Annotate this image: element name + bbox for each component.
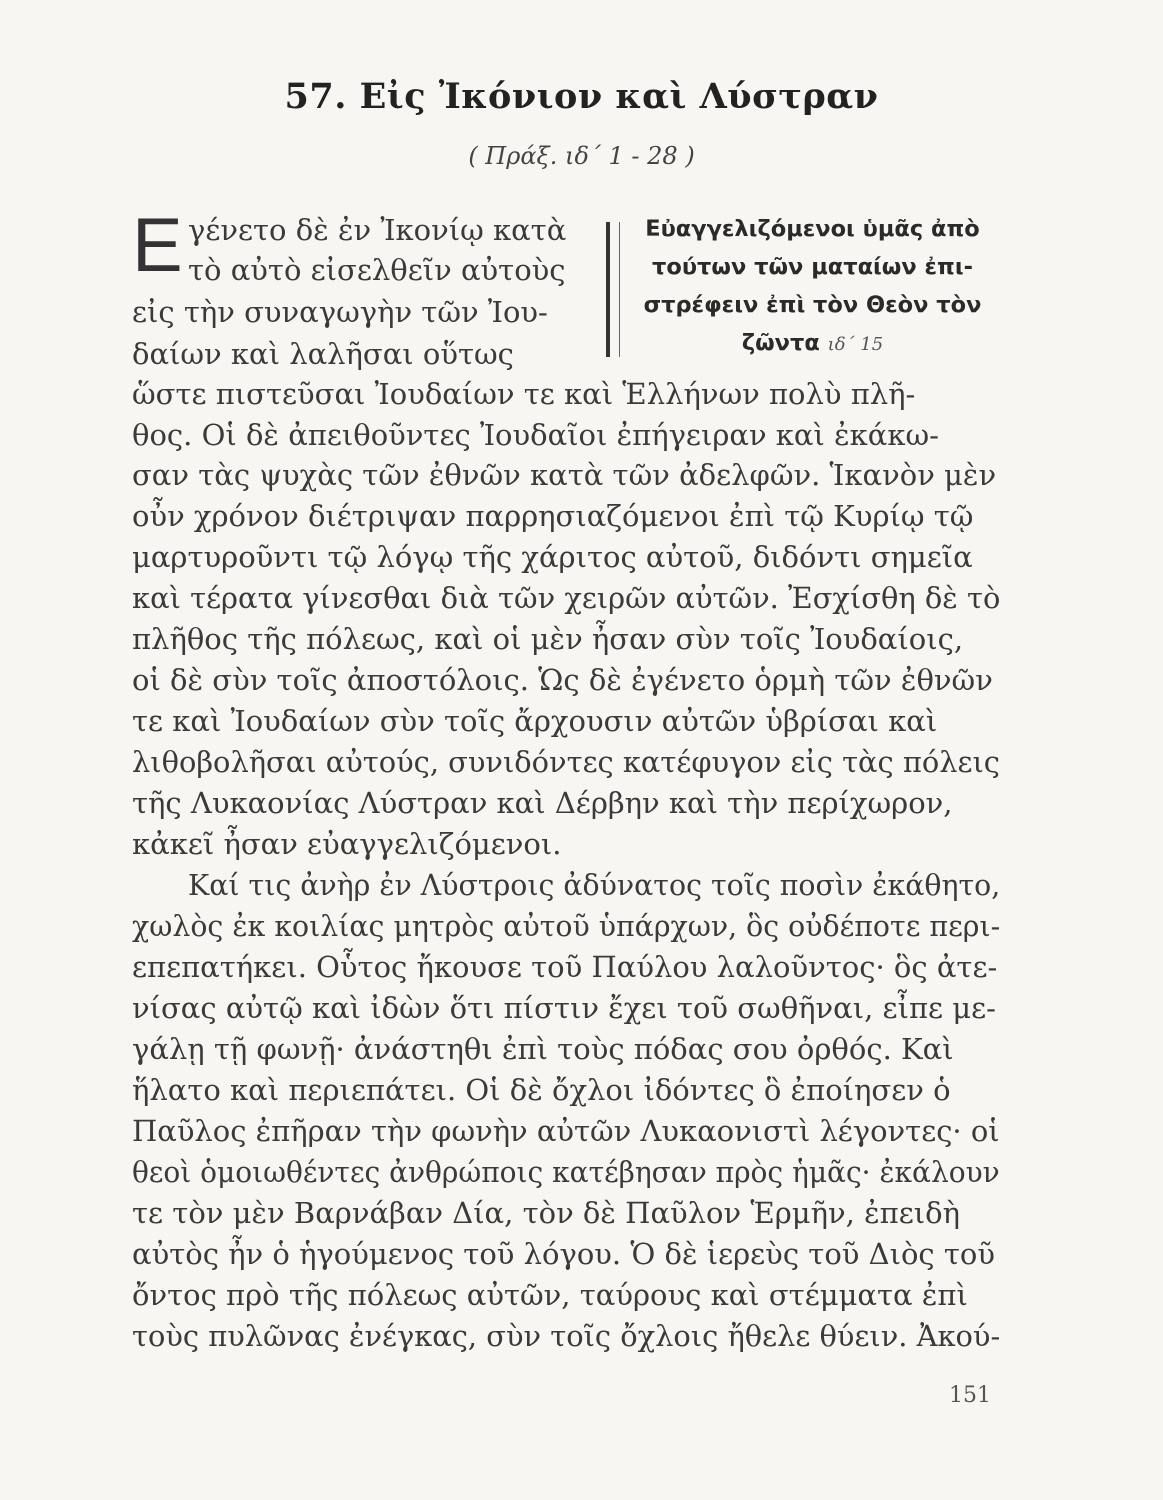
paragraph1-line: πλῆθος τῆς πόλεως, καὶ οἱ μὲν ἦσαν σὺν τοῖς Ἰουδαίοις, <box>132 622 964 656</box>
intro-line: τὸ αὐτὸ εἰσελθεῖν αὐτοὺς <box>188 253 566 287</box>
paragraph2-line: Παῦλος ἐπῆραν τὴν φωνὴν αὐτῶν Λυκαονιστὶ λέγοντες· οἱ <box>132 1114 1000 1148</box>
intro-line: δαίων καὶ λαλῆσαι οὕτως <box>132 337 514 371</box>
key-verse-box <box>620 210 1005 364</box>
key-verse-line: στρέφειν ἐπὶ τὸν Θεὸν τὸν <box>643 292 982 318</box>
paragraph2-line: ὄντος πρὸ τῆς πόλεως αὐτῶν, ταύρους καὶ στέμματα ἐπὶ <box>132 1278 968 1312</box>
scripture-reference: ( Πράξ. ιδ΄ 1 - 28 ) <box>468 142 695 170</box>
key-verse-line: ζῶντα <box>741 330 820 356</box>
paragraph1-line: σαν τὰς ψυχὰς τῶν ἐθνῶν κατὰ τῶν ἀδελφῶν. Ἱκανὸν μὲν <box>132 458 997 492</box>
paragraph1-line: λιθοβολῆσαι αὐτούς, συνιδόντες κατέφυγον εἰς τὰς πόλεις <box>132 745 1000 779</box>
paragraph2-line: επεπατήκει. Οὗτος ἤκουσε τοῦ Παύλου λαλοῦντος· ὃς ἀτε- <box>132 950 998 984</box>
paragraph1-line: οἱ δὲ σὺν τοῖς ἀποστόλοις. Ὡς δὲ ἐγένετο ὁρμὴ τῶν ἐθνῶν <box>132 663 993 697</box>
key-verse-ref: ιδ΄ 15 <box>827 334 884 355</box>
intro-line: γένετο δὲ ἐν Ἰκονίῳ κατὰ <box>188 213 567 247</box>
page-number: 151 <box>949 1383 991 1408</box>
key-verse-last-line <box>620 324 1005 364</box>
sidebar-rule <box>606 222 610 357</box>
paragraph2-line: αὐτὸς ἦν ὁ ἡγούμενος τοῦ λόγου. Ὁ δὲ ἱερεὺς τοῦ Διὸς τοῦ <box>132 1237 995 1271</box>
paragraph1-line: καὶ τέρατα γίνεσθαι διὰ τῶν χειρῶν αὐτῶν. Ἐσχίσθη δὲ τὸ <box>132 581 1001 615</box>
paragraph2-line: τε τὸν μὲν Βαρνάβαν Δία, τὸν δὲ Παῦλον Ἑρμῆν, ἐπειδὴ <box>132 1196 960 1230</box>
paragraph1-line: ὥστε πιστεῦσαι Ἰουδαίων τε καὶ Ἑλλήνων πολὺ πλῆ- <box>132 377 916 411</box>
drop-cap: Ε <box>132 203 183 288</box>
paragraph1-line: τε καὶ Ἰουδαίων σὺν τοῖς ἄρχουσιν αὐτῶν ὑβρίσαι καὶ <box>132 704 938 738</box>
paragraph1-line: οὖν χρόνον διέτριψαν παρρησιαζόμενοι ἐπὶ τῷ Κυρίῳ τῷ <box>132 499 974 533</box>
chapter-title: 57. Εἰς Ἰκόνιον καὶ Λύστραν <box>284 76 879 117</box>
paragraph1-line: κἀκεῖ ἦσαν εὐαγγελιζόμενοι. <box>132 827 562 861</box>
paragraph2-line: νίσας αὐτῷ καὶ ἰδὼν ὅτι πίστιν ἔχει τοῦ σωθῆναι, εἶπε με- <box>132 991 996 1025</box>
paragraph2-line: χωλὸς ἐκ κοιλίας μητρὸς αὐτοῦ ὑπάρχων, ὃς οὐδέποτε περι- <box>132 909 1001 943</box>
paragraph1-line: θος. Οἱ δὲ ἀπειθοῦντες Ἰουδαῖοι ἐπήγειραν καὶ ἐκάκω- <box>132 418 939 452</box>
key-verse-line: τούτων τῶν ματαίων ἐπι- <box>652 254 973 280</box>
intro-line: εἰς τὴν συναγωγὴν τῶν Ἰου- <box>132 295 548 329</box>
paragraph1-line: μαρτυροῦντι τῷ λόγῳ τῆς χάριτος αὐτοῦ, διδόντι σημεῖα <box>132 540 973 574</box>
key-verse-line: Εὐαγγελιζόμενοι ὑμᾶς ἀπὸ <box>645 216 980 242</box>
paragraph1-line: τῆς Λυκαονίας Λύστραν καὶ Δέρβην καὶ τὴν περίχωρον, <box>132 786 953 820</box>
paragraph2-line: τοὺς πυλῶνας ἐνέγκας, σὺν τοῖς ὄχλοις ἤθελε θύειν. Ἀκού- <box>132 1319 1001 1353</box>
paragraph2-line: γάλῃ τῇ φωνῇ· ἀνάστηθι ἐπὶ τοὺς πόδας σου ὀρθός. Καὶ <box>132 1032 954 1066</box>
paragraph2-line: Καί τις ἀνὴρ ἐν Λύστροις ἀδύνατος τοῖς ποσὶν ἐκάθητο, <box>188 868 1001 902</box>
paragraph2-line: θεοὶ ὁμοιωθέντες ἀνθρώποις κατέβησαν πρὸς ἡμᾶς· ἐκάλουν <box>132 1155 1000 1189</box>
paragraph2-line: ἥλατο καὶ περιεπάτει. Οἱ δὲ ὄχλοι ἰδόντες ὃ ἐποίησεν ὁ <box>132 1073 951 1107</box>
